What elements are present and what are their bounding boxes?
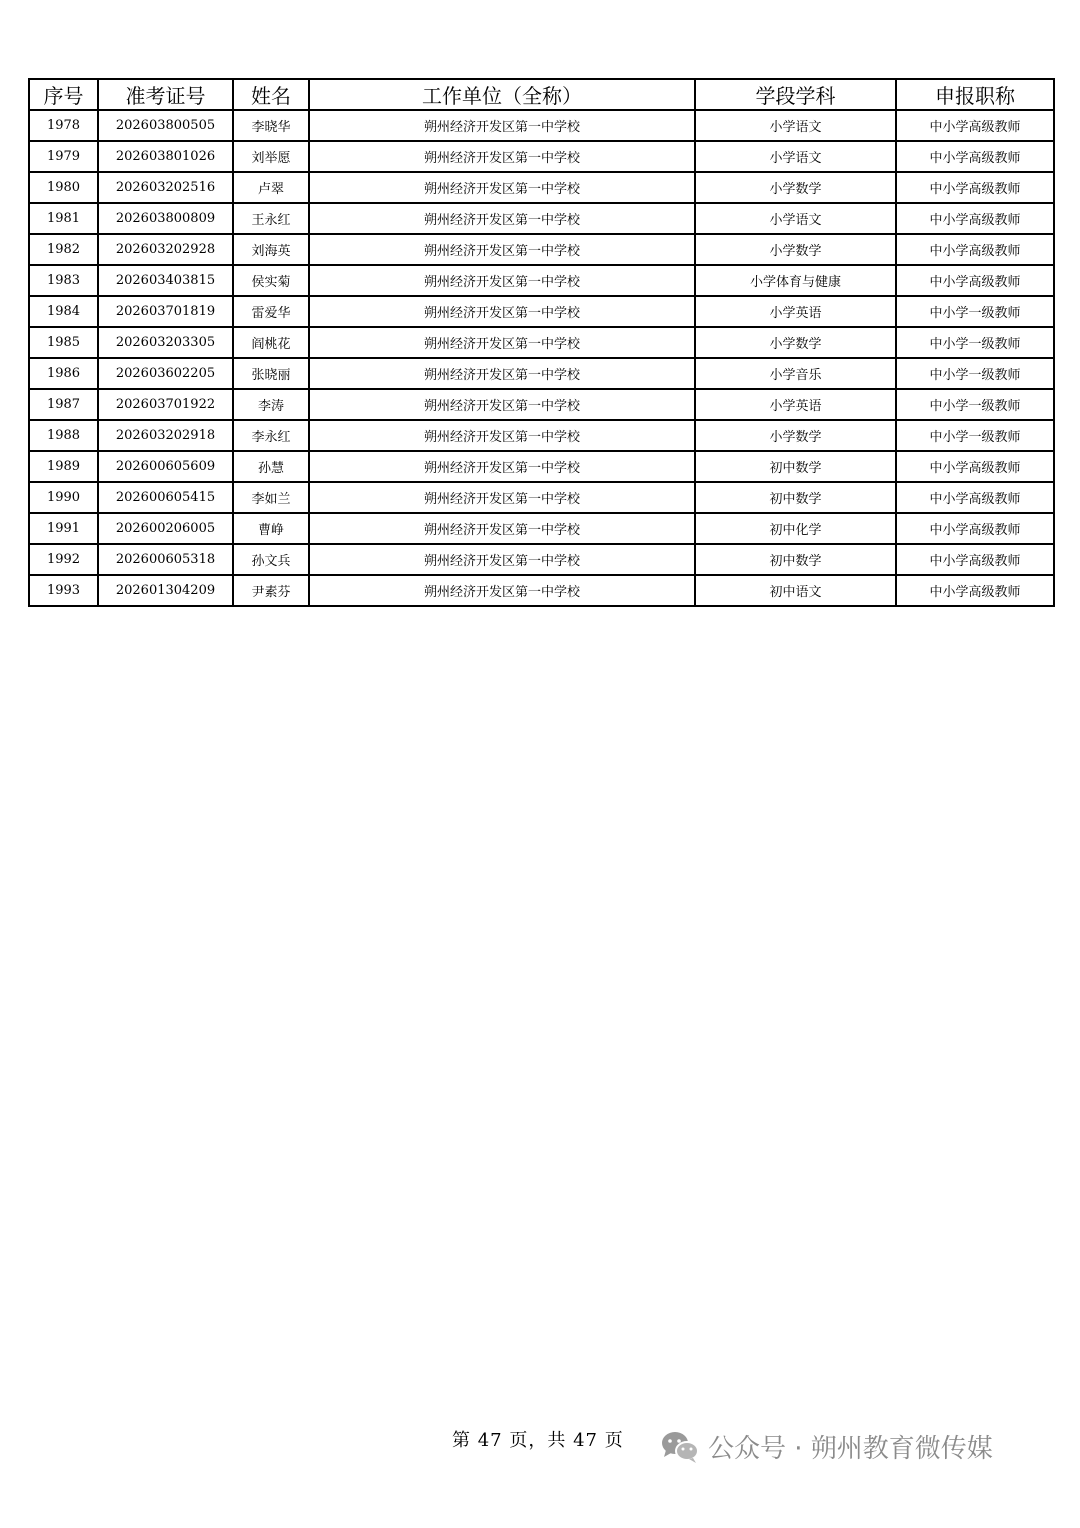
cell-exam-id: 202600605609 xyxy=(98,451,233,482)
cell-name: 刘举愿 xyxy=(233,141,309,172)
cell-index: 1982 xyxy=(29,234,98,265)
cell-index: 1978 xyxy=(29,110,98,141)
cell-workplace: 朔州经济开发区第一中学校 xyxy=(309,513,695,544)
cell-name: 李晓华 xyxy=(233,110,309,141)
cell-title: 中小学一级教师 xyxy=(896,389,1054,420)
cell-exam-id: 202603701922 xyxy=(98,389,233,420)
cell-title: 中小学高级教师 xyxy=(896,265,1054,296)
cell-exam-id: 202600605415 xyxy=(98,482,233,513)
col-header-workplace: 工作单位（全称） xyxy=(309,79,695,110)
table-row xyxy=(29,141,1054,172)
col-header-subject: 学段学科 xyxy=(695,79,896,110)
cell-title: 中小学高级教师 xyxy=(896,482,1054,513)
cell-index: 1984 xyxy=(29,296,98,327)
cell-workplace: 朔州经济开发区第一中学校 xyxy=(309,141,695,172)
cell-exam-id: 202600605318 xyxy=(98,544,233,575)
col-header-name: 姓名 xyxy=(233,79,309,110)
cell-workplace: 朔州经济开发区第一中学校 xyxy=(309,327,695,358)
cell-name: 张晓丽 xyxy=(233,358,309,389)
cell-exam-id: 202603403815 xyxy=(98,265,233,296)
table-row xyxy=(29,358,1054,389)
table-row xyxy=(29,451,1054,482)
table-row xyxy=(29,482,1054,513)
cell-title: 中小学高级教师 xyxy=(896,172,1054,203)
cell-title: 中小学高级教师 xyxy=(896,513,1054,544)
watermark-text: 公众号 · 朔州教育微传媒 xyxy=(708,1434,993,1464)
cell-title: 中小学一级教师 xyxy=(896,420,1054,451)
cell-subject: 小学语文 xyxy=(695,141,896,172)
table-row xyxy=(29,389,1054,420)
page-indicator: 第 47 页，共 47 页 xyxy=(452,1430,624,1451)
cell-index: 1987 xyxy=(29,389,98,420)
cell-title: 中小学高级教师 xyxy=(896,451,1054,482)
cell-index: 1992 xyxy=(29,544,98,575)
table-row xyxy=(29,513,1054,544)
cell-name: 王永红 xyxy=(233,203,309,234)
cell-title: 中小学一级教师 xyxy=(896,327,1054,358)
col-header-exam-id: 准考证号 xyxy=(98,79,233,110)
cell-subject: 小学数学 xyxy=(695,172,896,203)
cell-name: 尹素芬 xyxy=(233,575,309,606)
cell-index: 1979 xyxy=(29,141,98,172)
cell-workplace: 朔州经济开发区第一中学校 xyxy=(309,482,695,513)
cell-name: 阎桃花 xyxy=(233,327,309,358)
table-row xyxy=(29,420,1054,451)
cell-subject: 小学体育与健康 xyxy=(695,265,896,296)
cell-title: 中小学一级教师 xyxy=(896,358,1054,389)
cell-subject: 小学音乐 xyxy=(695,358,896,389)
cell-title: 中小学一级教师 xyxy=(896,296,1054,327)
cell-index: 1981 xyxy=(29,203,98,234)
cell-subject: 小学英语 xyxy=(695,296,896,327)
cell-subject: 初中数学 xyxy=(695,482,896,513)
table-row xyxy=(29,575,1054,606)
cell-name: 孙慧 xyxy=(233,451,309,482)
cell-subject: 初中数学 xyxy=(695,544,896,575)
cell-exam-id: 202603701819 xyxy=(98,296,233,327)
cell-workplace: 朔州经济开发区第一中学校 xyxy=(309,544,695,575)
col-header-index: 序号 xyxy=(29,79,98,110)
cell-exam-id: 202603202928 xyxy=(98,234,233,265)
watermark xyxy=(660,1428,993,1465)
cell-title: 中小学高级教师 xyxy=(896,544,1054,575)
cell-subject: 小学英语 xyxy=(695,389,896,420)
cell-workplace: 朔州经济开发区第一中学校 xyxy=(309,389,695,420)
cell-title: 中小学高级教师 xyxy=(896,234,1054,265)
cell-title: 中小学高级教师 xyxy=(896,203,1054,234)
cell-index: 1991 xyxy=(29,513,98,544)
cell-subject: 初中数学 xyxy=(695,451,896,482)
table-row xyxy=(29,203,1054,234)
cell-name: 李如兰 xyxy=(233,482,309,513)
table-row xyxy=(29,234,1054,265)
table-row xyxy=(29,327,1054,358)
cell-index: 1983 xyxy=(29,265,98,296)
cell-workplace: 朔州经济开发区第一中学校 xyxy=(309,203,695,234)
roster-table xyxy=(28,78,1055,607)
cell-workplace: 朔州经济开发区第一中学校 xyxy=(309,110,695,141)
cell-index: 1980 xyxy=(29,172,98,203)
cell-workplace: 朔州经济开发区第一中学校 xyxy=(309,172,695,203)
cell-name: 孙文兵 xyxy=(233,544,309,575)
cell-subject: 初中化学 xyxy=(695,513,896,544)
cell-exam-id: 202603202918 xyxy=(98,420,233,451)
table-header-row xyxy=(29,79,1054,110)
cell-index: 1993 xyxy=(29,575,98,606)
cell-exam-id: 202603801026 xyxy=(98,141,233,172)
cell-name: 卢翠 xyxy=(233,172,309,203)
table-row xyxy=(29,172,1054,203)
cell-exam-id: 202603203305 xyxy=(98,327,233,358)
table-body xyxy=(29,110,1054,606)
cell-exam-id: 202603800505 xyxy=(98,110,233,141)
cell-name: 曹峥 xyxy=(233,513,309,544)
cell-index: 1986 xyxy=(29,358,98,389)
cell-name: 刘海英 xyxy=(233,234,309,265)
cell-index: 1990 xyxy=(29,482,98,513)
cell-name: 雷爱华 xyxy=(233,296,309,327)
table-row xyxy=(29,544,1054,575)
cell-title: 中小学高级教师 xyxy=(896,110,1054,141)
cell-title: 中小学高级教师 xyxy=(896,575,1054,606)
cell-index: 1989 xyxy=(29,451,98,482)
cell-workplace: 朔州经济开发区第一中学校 xyxy=(309,358,695,389)
cell-title: 中小学高级教师 xyxy=(896,141,1054,172)
cell-index: 1988 xyxy=(29,420,98,451)
table-row xyxy=(29,265,1054,296)
wechat-icon xyxy=(660,1429,700,1465)
cell-exam-id: 202601304209 xyxy=(98,575,233,606)
cell-name: 侯实菊 xyxy=(233,265,309,296)
table-row xyxy=(29,296,1054,327)
table-row xyxy=(29,110,1054,141)
cell-name: 李永红 xyxy=(233,420,309,451)
cell-subject: 小学数学 xyxy=(695,234,896,265)
cell-workplace: 朔州经济开发区第一中学校 xyxy=(309,420,695,451)
cell-workplace: 朔州经济开发区第一中学校 xyxy=(309,234,695,265)
cell-workplace: 朔州经济开发区第一中学校 xyxy=(309,296,695,327)
cell-index: 1985 xyxy=(29,327,98,358)
cell-subject: 初中语文 xyxy=(695,575,896,606)
cell-exam-id: 202603202516 xyxy=(98,172,233,203)
cell-subject: 小学语文 xyxy=(695,203,896,234)
cell-subject: 小学语文 xyxy=(695,110,896,141)
cell-exam-id: 202600206005 xyxy=(98,513,233,544)
col-header-title: 申报职称 xyxy=(896,79,1054,110)
cell-subject: 小学数学 xyxy=(695,420,896,451)
cell-subject: 小学数学 xyxy=(695,327,896,358)
cell-workplace: 朔州经济开发区第一中学校 xyxy=(309,451,695,482)
cell-exam-id: 202603602205 xyxy=(98,358,233,389)
cell-exam-id: 202603800809 xyxy=(98,203,233,234)
cell-workplace: 朔州经济开发区第一中学校 xyxy=(309,575,695,606)
cell-name: 李涛 xyxy=(233,389,309,420)
cell-workplace: 朔州经济开发区第一中学校 xyxy=(309,265,695,296)
